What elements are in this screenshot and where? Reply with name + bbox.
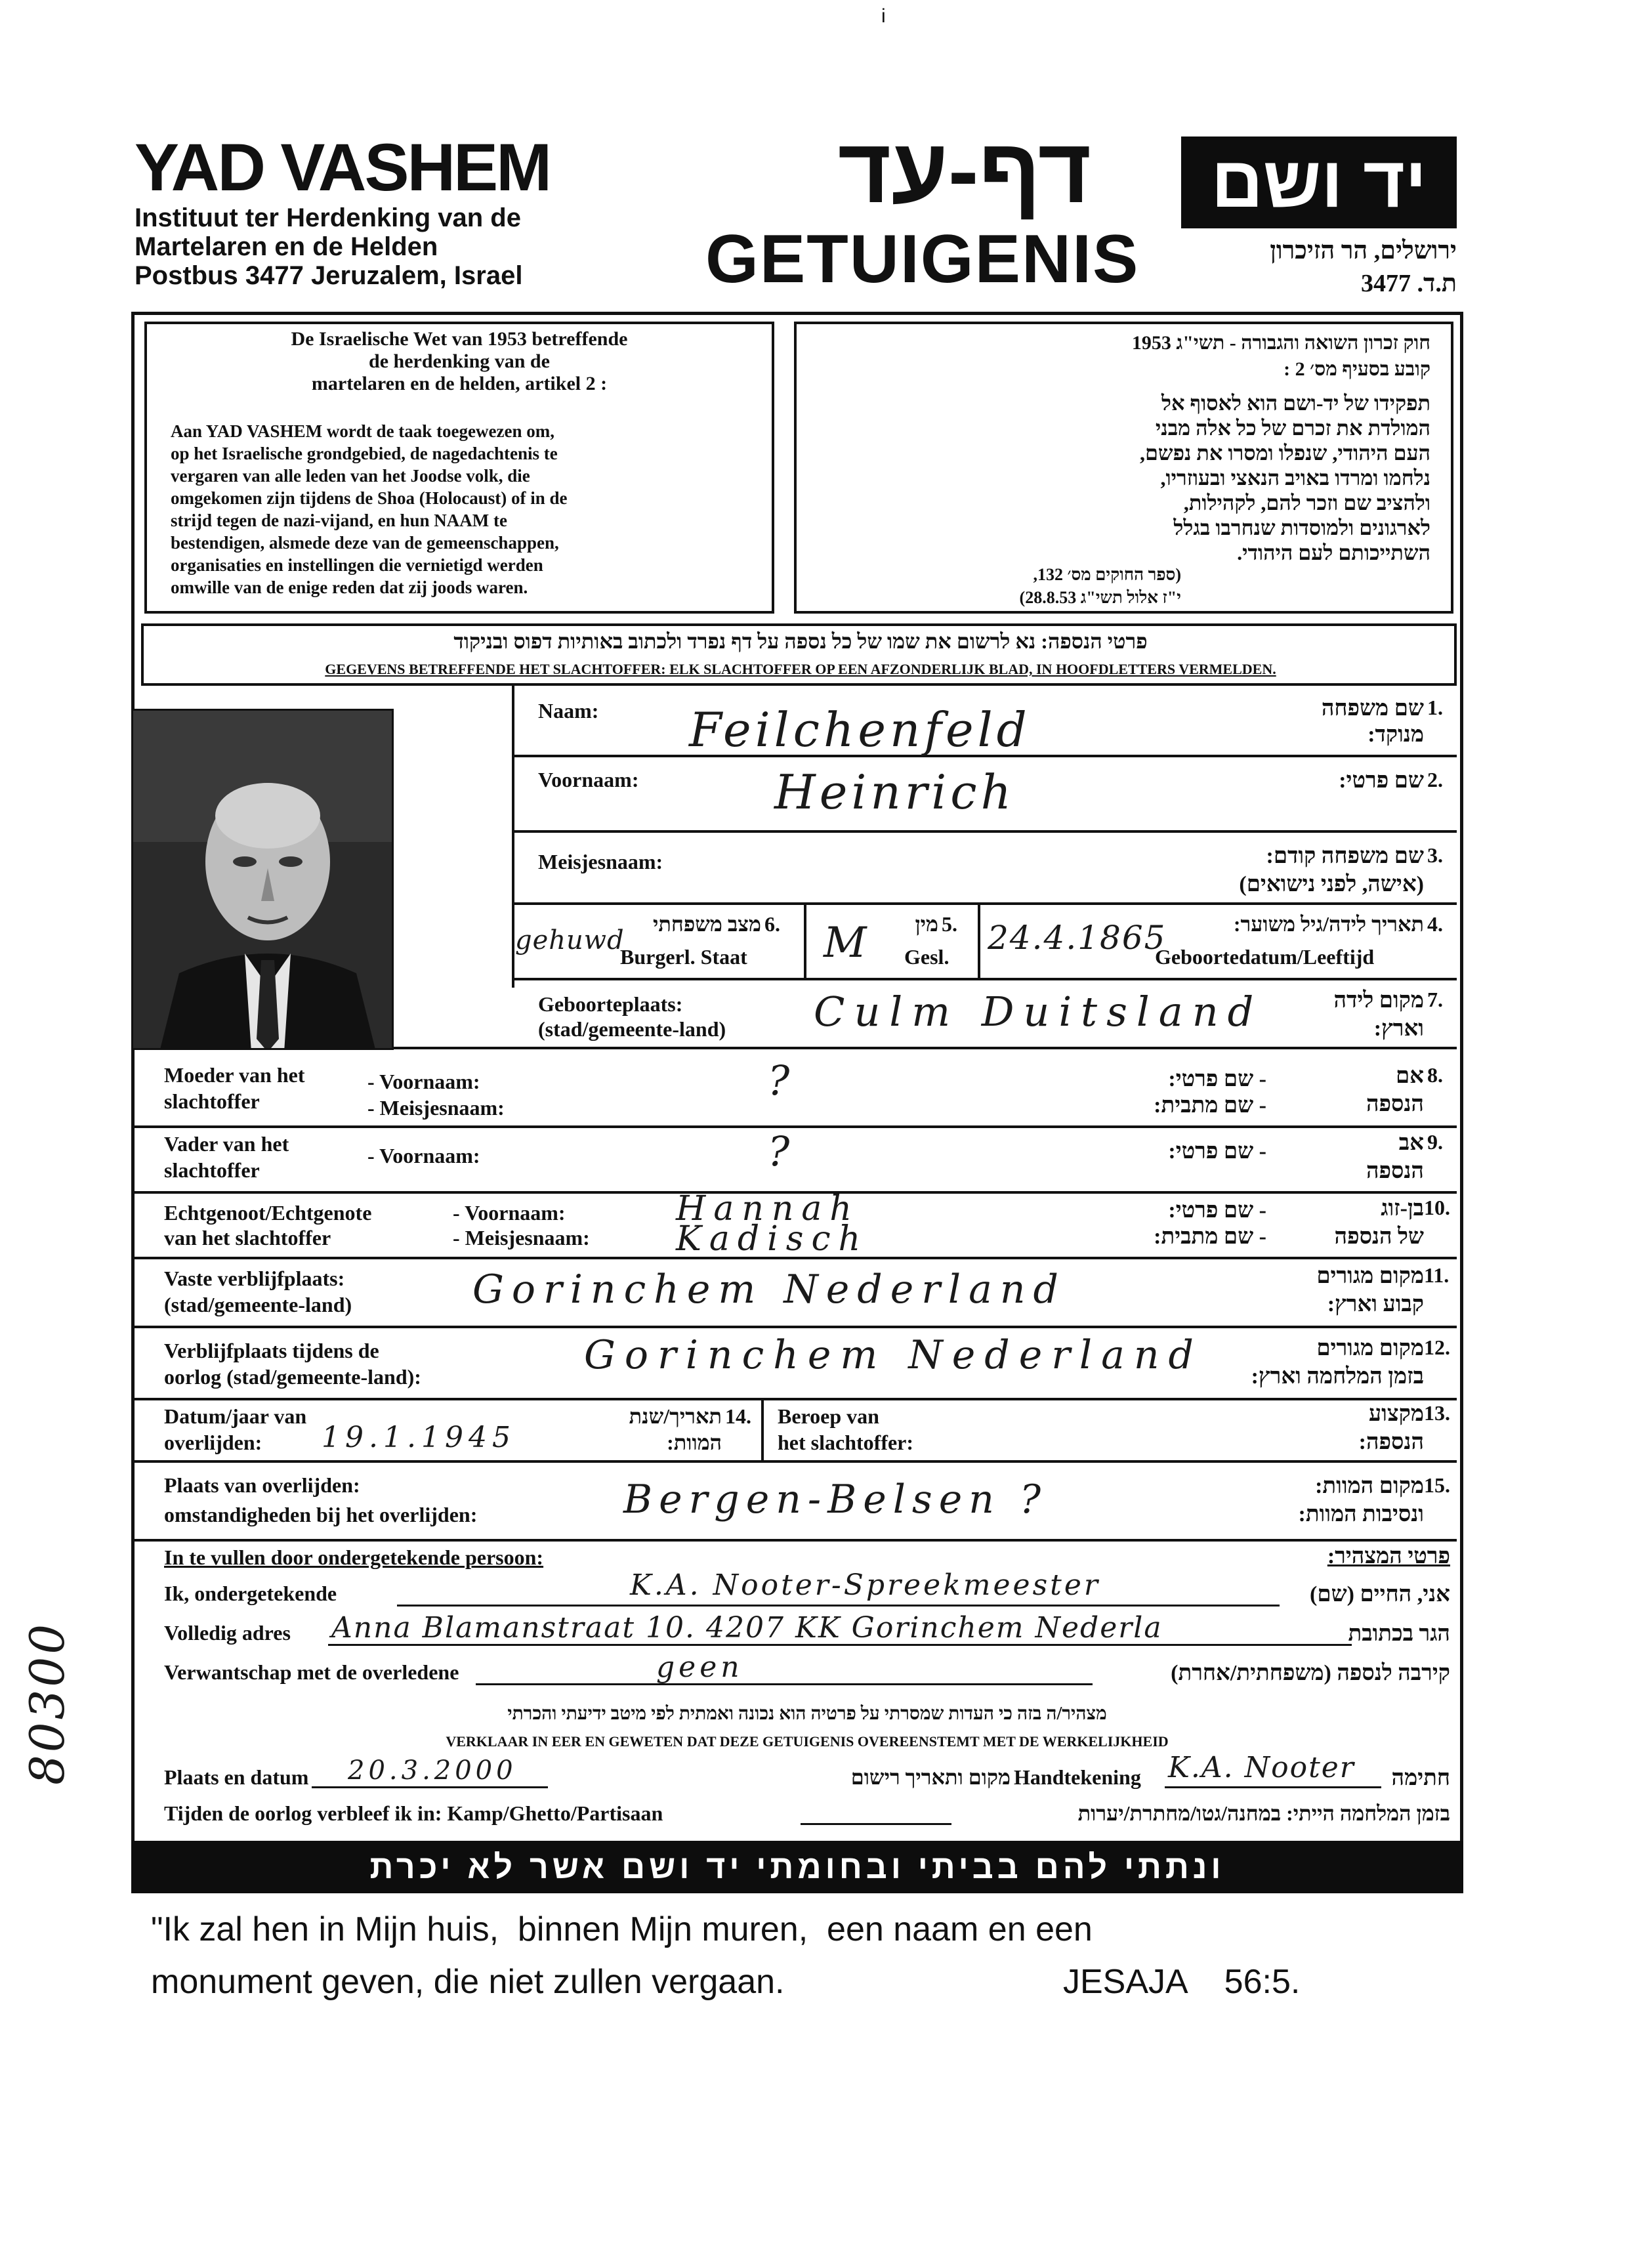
field-2-label: Voornaam:: [538, 768, 639, 791]
field-10-sub-2: - Meisjesnaam:: [453, 1226, 590, 1250]
victim-photo-image: [133, 711, 394, 1050]
field-12-value: Gorinchem Nederland: [584, 1332, 1203, 1378]
org-line-3: Postbus 3477 Jeruzalem, Israel: [135, 261, 523, 290]
field-1-label-he-2: מנוקד:: [1367, 723, 1424, 747]
field-11-label-he: מקום מגורים: [1316, 1264, 1424, 1288]
place-date-line: [312, 1786, 548, 1788]
quote-line-1: "Ik zal hen in Mijn huis, binnen Mijn muren, een naam en een: [151, 1910, 1093, 1948]
verse-banner: [131, 1841, 1463, 1893]
field-1-label-he: שם משפחה: [1321, 696, 1424, 721]
submitter-header-he: פרטי המצהיר:: [1327, 1544, 1450, 1568]
grid-line: [761, 1398, 764, 1460]
top-mark: i: [881, 5, 886, 27]
verse-banner-hebrew: ונתתי להם בביתי ובחומתי יד ושם אשר לא יכרת: [369, 1849, 1225, 1885]
address-hebrew-2: ת.ד. 3477: [1361, 270, 1457, 297]
form-title: GETUIGENIS: [705, 221, 1140, 297]
field-8-number: 8.: [1427, 1063, 1443, 1087]
grid-line: [804, 902, 806, 978]
field-7-value: Culm Duitsland: [814, 988, 1263, 1036]
field-7-label-he: מקום לידה: [1333, 988, 1424, 1013]
field-5-label: Gesl.: [904, 945, 950, 969]
field-7-label: Geboorteplaats:: [538, 992, 683, 1016]
signature-label: Handtekening: [1014, 1765, 1141, 1789]
field-10-label-2: van het slachtoffer: [164, 1226, 331, 1250]
field-11-number: 11.: [1424, 1263, 1450, 1287]
field-10-label-he: בן-זוג: [1381, 1196, 1424, 1221]
field-15-label-2: omstandigheden bij het overlijden:: [164, 1503, 478, 1526]
field-15-label: Plaats van overlijden:: [164, 1473, 360, 1497]
field-4-label: Geboortedatum/Leeftijd: [1155, 945, 1375, 969]
law-body-nl-line: vergaren van alle leden van het Joodse volk, die: [171, 466, 530, 486]
grid-line: [131, 1460, 1457, 1463]
field-9-sub-he-1: - שם פרטי:: [1168, 1139, 1266, 1164]
field-7-number: 7.: [1427, 988, 1443, 1011]
field-14-number: 14.: [725, 1404, 751, 1428]
grid-line: [512, 902, 1457, 905]
address-hebrew-1: ירושלים, הר הזיכרון: [1270, 237, 1457, 264]
org-line-2: Martelaren en de Helden: [135, 232, 438, 261]
field-8-label-2: slachtoffer: [164, 1089, 260, 1113]
field-15-number: 15.: [1424, 1473, 1450, 1497]
law-body-nl-line: omwille van de enige reden dat zij joods waren.: [171, 578, 528, 597]
law-ref-he-1: (ספר החוקים מס׳ 132,: [1033, 565, 1181, 584]
victim-header-dutch: GEGEVENS BETREFFENDE HET SLACHTOFFER: ELK SLACHTOFFER OP EEN AFZONDERLIJK BLAD, IN HOOFDLETTERS VERMELDEN.: [325, 661, 1276, 677]
field-12-label: Verblijfplaats tijdens de: [164, 1339, 379, 1362]
field-11-label: Vaste verblijfplaats:: [164, 1267, 345, 1290]
grid-line: [131, 1398, 1457, 1400]
margin-note: 80300: [20, 1621, 75, 1785]
field-8-value: ?: [768, 1057, 794, 1104]
place-date-value: 20.3.2000: [348, 1755, 517, 1786]
field-1-value: Feilchenfeld: [689, 702, 1031, 757]
field-13-label: Beroep van: [778, 1404, 879, 1428]
submitter-header: In te vullen door ondergetekende persoon:: [164, 1545, 544, 1569]
place-date-label-he: מקום ותאריך רישום: [850, 1765, 1011, 1789]
field-9-number: 9.: [1427, 1130, 1443, 1154]
quote-reference: JESAJA 56:5.: [1063, 1963, 1301, 2001]
law-body-he-line: תפקידו של יד-ושם הוא לאסוף אל: [1161, 391, 1430, 415]
field-6-label: Burgerl. Staat: [620, 945, 747, 969]
field-1-number: 1.: [1427, 696, 1443, 719]
form-title-hebrew: דף-עד: [837, 119, 1092, 222]
field-3-number: 3.: [1427, 843, 1443, 867]
law-body-nl-line: omgekomen zijn tijdens de Shoa (Holocaust) of in de: [171, 488, 568, 508]
field-10-value-maiden: Kadisch: [676, 1219, 869, 1259]
grid-line: [512, 830, 1457, 833]
field-5-value: M: [824, 919, 871, 967]
submitter-address-label-he: הגר בכתובת: [1348, 1622, 1450, 1646]
law-body-nl-line: op het Israelische grondgebied, de nagedachtenis te: [171, 444, 558, 463]
signature-line: [1165, 1786, 1381, 1788]
field-2-value: Heinrich: [774, 765, 1015, 820]
field-4-label-he: תאריך לידה/גיל משוער:: [1233, 912, 1424, 936]
field-14-label-he-2: המוות:: [667, 1431, 722, 1454]
grid-line: [512, 978, 1457, 980]
field-8-label-he: אם: [1395, 1064, 1424, 1088]
field-14-label: Datum/jaar van: [164, 1404, 307, 1428]
field-3-label: Meisjesnaam:: [538, 850, 663, 873]
submitter-name-line: [397, 1605, 1280, 1606]
field-10-sub-1: - Voornaam:: [453, 1201, 566, 1225]
field-10-sub-he-1: - שם פרטי:: [1168, 1198, 1266, 1223]
law-body-he-line: לארגונים ולמוסדות שנחרבו בגלל: [1173, 516, 1430, 539]
quote-line-2: monument geven, die niet zullen vergaan.: [151, 1963, 785, 2001]
field-8-label-he-2: הנספה: [1366, 1092, 1424, 1116]
field-3-label-he: שם משפחה קודם:: [1266, 844, 1424, 868]
submitter-address-label: Volledig adres: [164, 1621, 291, 1645]
law-body-nl-line: Aan YAD VASHEM wordt de taak toegewezen om,: [171, 421, 554, 441]
declaration-dutch: VERKLAAR IN EER EN GEWETEN DAT DEZE GETUIGENIS OVEREENSTEMT MET DE WERKELIJKHEID: [446, 1733, 1169, 1750]
field-8-sub-he-2: - שם מתבית:: [1154, 1093, 1266, 1118]
law-body-he-line: העם היהודי, שנפלו ומסרו את נפשם,: [1139, 441, 1430, 465]
law-body-he-line: השתייכותם לעם היהודי.: [1237, 541, 1430, 564]
law-body-he-line: נלחמו ומרדו באויב הנאצי ובעוזריו,: [1160, 466, 1430, 490]
submitter-relation-line: [476, 1683, 1093, 1685]
field-6-number: 6.: [764, 912, 780, 936]
law-body-nl-line: strijd tegen de nazi-vijand, en hun NAAM te: [171, 511, 507, 530]
law-body-he: [951, 390, 1430, 565]
field-14-value: 19.1.1945: [322, 1421, 516, 1454]
field-4-number: 4.: [1427, 912, 1443, 936]
field-15-value: Bergen-Belsen ?: [623, 1477, 1048, 1522]
field-12-label-2: oorlog (stad/gemeente-land):: [164, 1365, 421, 1389]
field-7-label-he-2: וארץ:: [1373, 1017, 1424, 1041]
law-ref-he-2: י"ז אלול תשי"ג 28.8.53): [1019, 588, 1181, 607]
law-body-nl: [171, 420, 761, 598]
law-title-nl-1: De Israelische Wet van 1953 betreffende: [291, 328, 628, 350]
submitter-name-label: Ik, ondergetekende: [164, 1582, 337, 1605]
grid-line: [512, 686, 514, 988]
grid-line: [131, 1125, 1457, 1128]
law-body-nl-line: bestendigen, alsmede deze van de gemeenschappen,: [171, 533, 559, 553]
field-12-number: 12.: [1424, 1335, 1450, 1359]
org-line-1: Instituut ter Herdenking van de: [135, 203, 521, 232]
field-1-label: Naam:: [538, 699, 599, 723]
law-title-he-2: קובע בסעיף מס׳ 2 :: [1284, 358, 1430, 380]
grid-line: [131, 1326, 1457, 1328]
submitter-name-label-he: אני, החיים (שם): [1310, 1582, 1450, 1606]
field-13-label-2: het slachtoffer:: [778, 1431, 914, 1454]
field-8-label: Moeder van het: [164, 1063, 305, 1087]
field-9-label-he-2: הנספה: [1366, 1159, 1424, 1183]
grid-line: [131, 1539, 1457, 1542]
field-11-value: Gorinchem Nederland: [472, 1267, 1066, 1312]
submitter-relation-label-he: קירבה לנספה (משפחתית/אחרת): [1171, 1661, 1450, 1685]
declaration-hebrew: מצהיר/ה בזה כי העדות שמסרתי על פרטיה הוא נכונה ואמתית לפי מיטב ידיעתי והכרתי: [507, 1704, 1107, 1724]
field-2-number: 2.: [1427, 768, 1443, 791]
logo-block: [1181, 136, 1457, 228]
field-10-sub-he-2: - שם מתבית:: [1154, 1225, 1266, 1249]
law-title-nl-2: de herdenking van de: [369, 350, 550, 372]
law-body-he-line: המולדת את זכרם של כל אלה מבני: [1155, 416, 1430, 440]
field-9-label-2: slachtoffer: [164, 1158, 260, 1182]
war-location-line: [801, 1823, 951, 1825]
grid-line: [978, 902, 980, 978]
field-14-label-2: overlijden:: [164, 1431, 262, 1454]
field-5-label-he: מין: [915, 912, 938, 936]
field-13-label-he: מקצוע: [1368, 1402, 1424, 1426]
field-4-value: 24.4.1865: [988, 919, 1167, 957]
field-2-label-he: שם פרטי:: [1339, 768, 1424, 793]
grid-line: [394, 1047, 1457, 1049]
law-title-nl-3: martelaren en de helden, artikel 2 :: [311, 373, 608, 394]
signature-value: K.A. Nooter: [1168, 1751, 1355, 1784]
submitter-address-value: Anna Blamanstraat 10. 4207 KK Gorinchem Nederla: [331, 1611, 1163, 1645]
field-9-label-he: אב: [1398, 1131, 1424, 1155]
field-14-label-he: תאריך/שנת: [629, 1404, 722, 1428]
field-12-label-he: מקום מגורים: [1316, 1336, 1424, 1360]
field-8-sub-he-1: - שם פרטי:: [1168, 1067, 1266, 1091]
field-10-label-he-2: של הנספה: [1334, 1225, 1424, 1249]
field-11-label-he-2: קבוע וארץ:: [1327, 1292, 1424, 1316]
field-8-sub-2: - Meisjesnaam:: [367, 1096, 505, 1120]
org-name: YAD VASHEM: [135, 130, 551, 205]
field-8-sub-1: - Voornaam:: [367, 1070, 480, 1093]
submitter-name-value: K.A. Nooter-Spreekmeester: [630, 1568, 1100, 1602]
submitter-relation-label: Verwantschap met de overledene: [164, 1660, 459, 1684]
war-location-label-he: בזמן המלחמה הייתי: במחנה/גטו/מחתרת/יערות: [1077, 1801, 1450, 1825]
field-15-label-he: מקום המוות:: [1315, 1474, 1424, 1498]
victim-photo: [131, 709, 394, 1050]
field-9-sub-1: - Voornaam:: [367, 1144, 480, 1167]
place-date-label: Plaats en datum: [164, 1765, 309, 1789]
logo-hebrew: יד ושם: [1211, 142, 1427, 222]
field-5-number: 5.: [942, 912, 957, 936]
field-9-value: ?: [768, 1127, 794, 1175]
victim-header-hebrew: פרטי הנספה: נא לרשום את שמו של כל נספה על דף נפרד ולכתוב באותיות דפוס ובניקוד: [453, 629, 1148, 653]
submitter-relation-value: geen: [656, 1650, 743, 1684]
field-10-label: Echtgenoot/Echtgenote: [164, 1201, 372, 1225]
law-body-nl-line: organisaties en instellingen die vernietigd werden: [171, 555, 543, 575]
field-6-value: gehuwd: [515, 925, 625, 956]
field-9-label: Vader van het: [164, 1132, 289, 1156]
field-13-label-he-2: הנספה:: [1358, 1430, 1424, 1454]
signature-label-he: חתימה: [1391, 1766, 1450, 1790]
field-6-label-he: מצב משפחתי: [652, 912, 761, 936]
field-10-number: 10.: [1424, 1196, 1450, 1219]
field-10-value-first: Hannah: [676, 1189, 860, 1228]
war-location-label: Tijden de oorlog verbleef ik in: Kamp/Ghetto/Partisaan: [164, 1801, 663, 1825]
field-11-label-2: (stad/gemeente-land): [164, 1293, 352, 1316]
field-13-number: 13.: [1424, 1401, 1450, 1425]
field-15-label-he-2: ונסיבות המוות:: [1298, 1502, 1424, 1526]
field-12-label-he-2: בזמן המלחמה וארץ:: [1251, 1364, 1424, 1389]
field-3-label-he-2: (אישה, לפני נישואים): [1239, 872, 1424, 896]
law-title-he-1: חוק זכרון השואה והגבורה - תשי"ג 1953: [1131, 332, 1430, 354]
field-7-label-2: (stad/gemeente-land): [538, 1017, 726, 1041]
law-body-he-line: ולהציב שם וזכר להם, לקהילות,: [1183, 491, 1430, 514]
